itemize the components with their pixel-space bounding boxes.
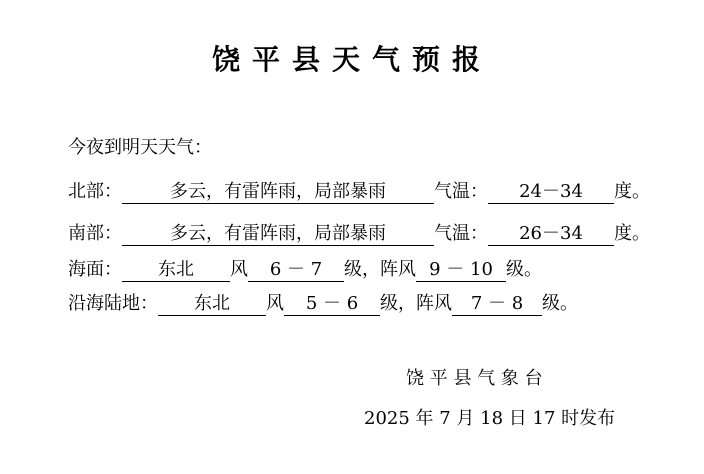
sea-level-suffix: 级，阵风 <box>344 259 416 280</box>
north-temp: 24－34 <box>488 181 614 204</box>
north-temp-label: 气温： <box>434 181 488 202</box>
issue-time: 2025 年 7 月 18 日 17 时发布 <box>364 408 616 429</box>
coast-wind-direction: 东北 <box>158 293 266 316</box>
sea-forecast-row <box>68 258 542 282</box>
coast-forecast-row <box>68 292 578 316</box>
sea-label: 海面： <box>68 259 122 280</box>
intro-line: 今夜到明天天气： <box>68 137 212 158</box>
coast-level-suffix: 级，阵风 <box>380 293 452 314</box>
sea-wind-direction: 东北 <box>122 259 230 282</box>
north-forecast-row <box>68 180 650 204</box>
south-forecast-row <box>68 222 650 246</box>
page-title: 饶平县天气预报 <box>211 43 492 76</box>
south-weather: 多云，有雷阵雨，局部暴雨 <box>122 223 434 246</box>
south-temp-label: 气温： <box>434 223 488 244</box>
south-temp: 26－34 <box>488 223 614 246</box>
coast-label: 沿海陆地： <box>68 293 158 314</box>
north-weather: 多云，有雷阵雨，局部暴雨 <box>122 181 434 204</box>
south-label: 南部： <box>68 223 122 244</box>
coast-wind-word: 风 <box>266 293 284 314</box>
north-temp-unit: 度。 <box>614 181 650 202</box>
coast-wind-level: 5 － 6 <box>284 293 380 316</box>
sea-wind-word: 风 <box>230 259 248 280</box>
north-label: 北部： <box>68 181 122 202</box>
sea-gust-suffix: 级。 <box>506 259 542 280</box>
coast-gust-level: 7 － 8 <box>452 293 542 316</box>
issuer: 饶 平 县 气 象 台 <box>406 368 543 389</box>
sea-gust-level: 9 － 10 <box>416 259 506 282</box>
south-temp-unit: 度。 <box>614 223 650 244</box>
coast-gust-suffix: 级。 <box>542 293 578 314</box>
sea-wind-level: 6 － 7 <box>248 259 344 282</box>
